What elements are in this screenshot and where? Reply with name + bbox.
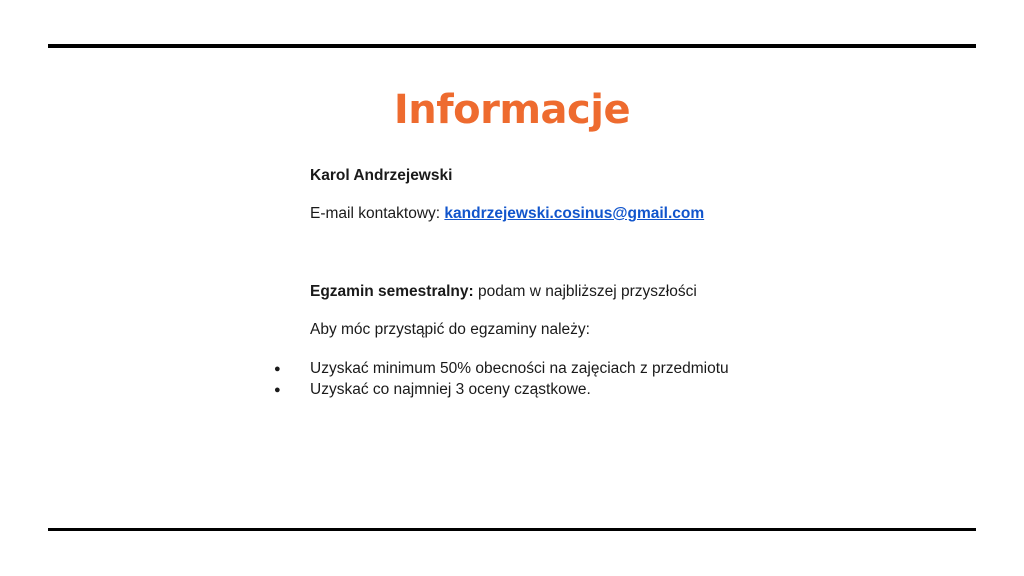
exam-text: podam w najbliższej przyszłości — [478, 283, 697, 300]
author-name: Karol Andrzejewski — [310, 167, 453, 184]
bullet-icon: ● — [274, 363, 281, 375]
bottom-divider — [48, 528, 976, 531]
bullet-icon: ● — [274, 384, 281, 396]
exam-line — [310, 282, 697, 302]
contact-email-link[interactable]: kandrzejewski.cosinus@gmail.com — [444, 205, 705, 222]
requirement-text: Uzyskać minimum 50% obecności na zajęciach z przedmiotu — [310, 360, 729, 377]
requirements-intro: Aby móc przystąpić do egzaminy należy: — [310, 321, 590, 338]
list-item — [274, 359, 729, 379]
top-divider — [48, 44, 976, 48]
list-item — [274, 380, 591, 400]
contact-label: E-mail kontaktowy: — [310, 205, 441, 222]
exam-label: Egzamin semestralny: — [310, 283, 474, 300]
requirement-text: Uzyskać co najmniej 3 oceny cząstkowe. — [310, 381, 591, 398]
contact-line — [310, 204, 704, 224]
slide-title: Informacje — [393, 87, 631, 133]
